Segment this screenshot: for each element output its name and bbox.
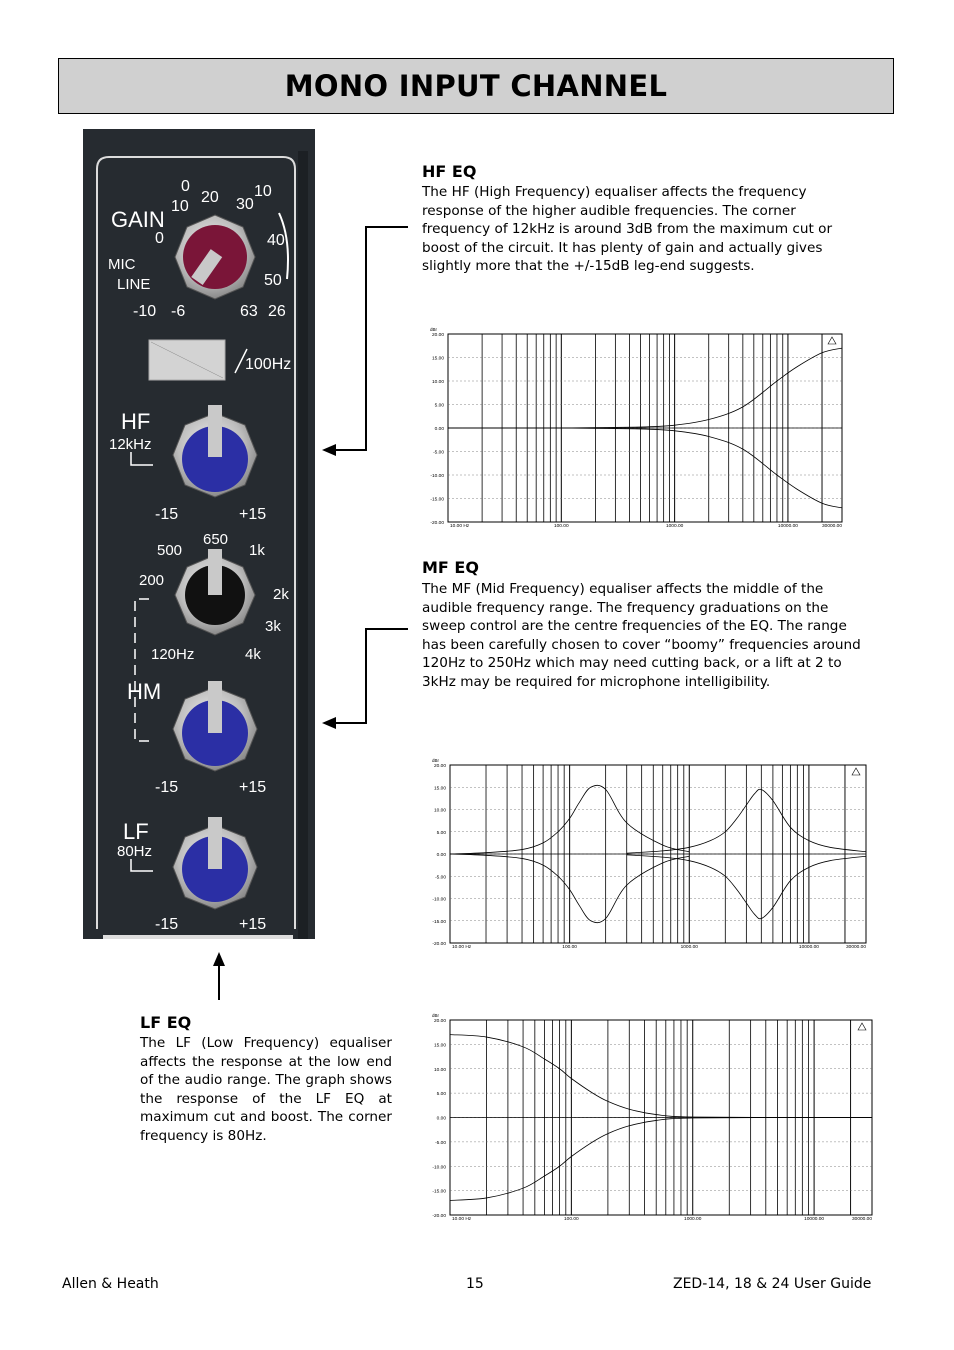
y-tick-label: 15.00 (431, 356, 444, 362)
x-tick-label: 1000.00 (665, 524, 684, 529)
hf-text: The HF (High Frequency) equaliser affects the frequency response of the higher audible frequencies. The corner frequency of 12kHz is around 3dB from the maximum cut or boost of the circuit. It has plenty of gain and actually gives slightly more that the +/-15dB leg-end suggests. (422, 184, 833, 275)
x-tick-label: 1000.00 (680, 945, 698, 950)
hf-minus: -15 (155, 506, 179, 523)
y-tick-label: 15.00 (433, 786, 446, 792)
mf-eq-graph (420, 756, 870, 952)
lf-heading: LF EQ (140, 1013, 192, 1032)
hm-freq-3k: 3k (265, 618, 281, 635)
y-unit-label: dBr (432, 758, 440, 763)
gain-scale-3: 30 (236, 196, 254, 213)
hf-label: HF (121, 409, 151, 434)
gain-scale-0: 0 (181, 178, 190, 195)
hf-callout-arrow (332, 227, 408, 450)
y-tick-label: -15.00 (432, 919, 446, 925)
y-tick-label: 5.00 (436, 830, 446, 836)
y-tick-label: 0.00 (434, 427, 444, 432)
gain-scale-7: 0 (155, 230, 164, 247)
lf-eq-graph (420, 1010, 876, 1224)
mf-text: The MF (Mid Frequency) equaliser affects the middle of the audible frequency range. The frequency graduations on the sweep control are the centre frequencies of the EQ. The range has been carefully chosen to cover “boomy” frequencies around 120Hz to 250Hz which may need cutting back, or a lift at 2 to 3kHz may be required for microphone intelligibility. (422, 581, 861, 690)
y-tick-label: -5.00 (435, 875, 446, 881)
x-tick-label: 10000.00 (777, 524, 798, 529)
x-tick-label: 30000.00 (845, 945, 866, 950)
gain-scale-11: 26 (268, 303, 286, 320)
y-tick-label: -20.00 (432, 942, 446, 947)
x-tick-label: 10000.00 (804, 1217, 825, 1222)
hm-label: HM (127, 679, 162, 704)
hm-freq-120hz: 120Hz (151, 646, 195, 663)
mf-callout-arrow (332, 629, 408, 723)
hm-freq-4k: 4k (245, 646, 261, 663)
footer-right: ZED-14, 18 & 24 User Guide (673, 1276, 872, 1292)
gain-scale-1: 10 (171, 198, 189, 215)
y-tick-label: -15.00 (432, 1189, 446, 1195)
line-label: LINE (117, 276, 151, 293)
lf-minus: -15 (155, 916, 179, 933)
hm-plus: +15 (239, 779, 267, 796)
y-tick-label: 20.00 (431, 333, 444, 338)
y-tick-label: 0.00 (436, 853, 446, 858)
gain-scale-8: -10 (133, 303, 157, 320)
hf-heading: HF EQ (422, 162, 477, 181)
gain-scale-2: 20 (201, 189, 219, 206)
footer-left: Allen & Heath (62, 1276, 159, 1292)
y-tick-label: 20.00 (433, 1019, 446, 1024)
lf-label: LF (123, 819, 149, 844)
hf-plus: +15 (239, 506, 267, 523)
gain-scale-9: -6 (171, 303, 186, 320)
x-tick-label: 100.00 (564, 1217, 579, 1222)
y-tick-label: 10.00 (433, 1067, 446, 1073)
gain-scale-5: 40 (267, 232, 285, 249)
hm-freq-500: 500 (157, 542, 183, 559)
y-tick-label: 0.00 (436, 1116, 446, 1122)
hm-freq-650: 650 (203, 531, 229, 548)
x-tick-label: 10.00 Hz (452, 945, 472, 950)
y-tick-label: -15.00 (430, 497, 444, 503)
hf-freq-label: 12kHz (109, 436, 152, 453)
x-tick-label: 1000.00 (684, 1217, 702, 1222)
y-tick-label: -10.00 (432, 1165, 446, 1171)
x-tick-label: 10.00 Hz (450, 524, 470, 529)
x-tick-label: 100.00 (553, 524, 569, 529)
gain-scale-6: 50 (264, 272, 282, 289)
y-unit-label: dBr (430, 327, 438, 332)
page-title: MONO INPUT CHANNEL (284, 69, 668, 103)
y-tick-label: -20.00 (432, 1214, 446, 1219)
hm-freq-1k: 1k (249, 542, 265, 559)
y-tick-label: 15.00 (433, 1043, 446, 1049)
y-tick-label: -10.00 (432, 897, 446, 903)
gain-scale-4: 10 (254, 183, 272, 200)
y-tick-label: -5.00 (435, 1140, 446, 1146)
mf-heading: MF EQ (422, 558, 479, 577)
y-tick-label: 10.00 (431, 380, 444, 385)
x-tick-label: 30000.00 (821, 524, 842, 529)
lf-freq-label: 80Hz (117, 843, 153, 860)
y-tick-label: -5.00 (433, 450, 444, 456)
y-tick-label: 5.00 (436, 1092, 446, 1098)
mic-label: MIC (108, 256, 136, 273)
y-tick-label: 5.00 (434, 403, 444, 409)
y-tick-label: 10.00 (433, 808, 446, 814)
x-tick-label: 10.00 Hz (452, 1217, 472, 1222)
y-tick-label: 20.00 (433, 764, 446, 769)
y-tick-label: -20.00 (430, 521, 444, 526)
hm-freq-200: 200 (139, 572, 165, 589)
y-unit-label: dBr (432, 1013, 440, 1018)
x-tick-label: 10000.00 (798, 945, 819, 950)
lf-text: The LF (Low Frequency) equaliser affects the response at the low end of the audio range. The graph shows the response of the LF EQ at maximum cut and boost. The corner frequency is 80Hz. (140, 1035, 392, 1144)
hf-eq-graph (420, 324, 850, 530)
gain-scale-10: 63 (240, 303, 258, 320)
hm-minus: -15 (155, 779, 179, 796)
x-tick-label: 100.00 (562, 945, 577, 950)
hm-freq-2k: 2k (273, 586, 289, 603)
y-tick-label: -10.00 (430, 474, 444, 479)
hpf-label: 100Hz (245, 356, 292, 373)
x-tick-label: 30000.00 (851, 1217, 872, 1222)
gain-label: GAIN (111, 207, 165, 232)
lf-plus: +15 (239, 916, 267, 933)
footer-page-number: 15 (466, 1276, 484, 1292)
